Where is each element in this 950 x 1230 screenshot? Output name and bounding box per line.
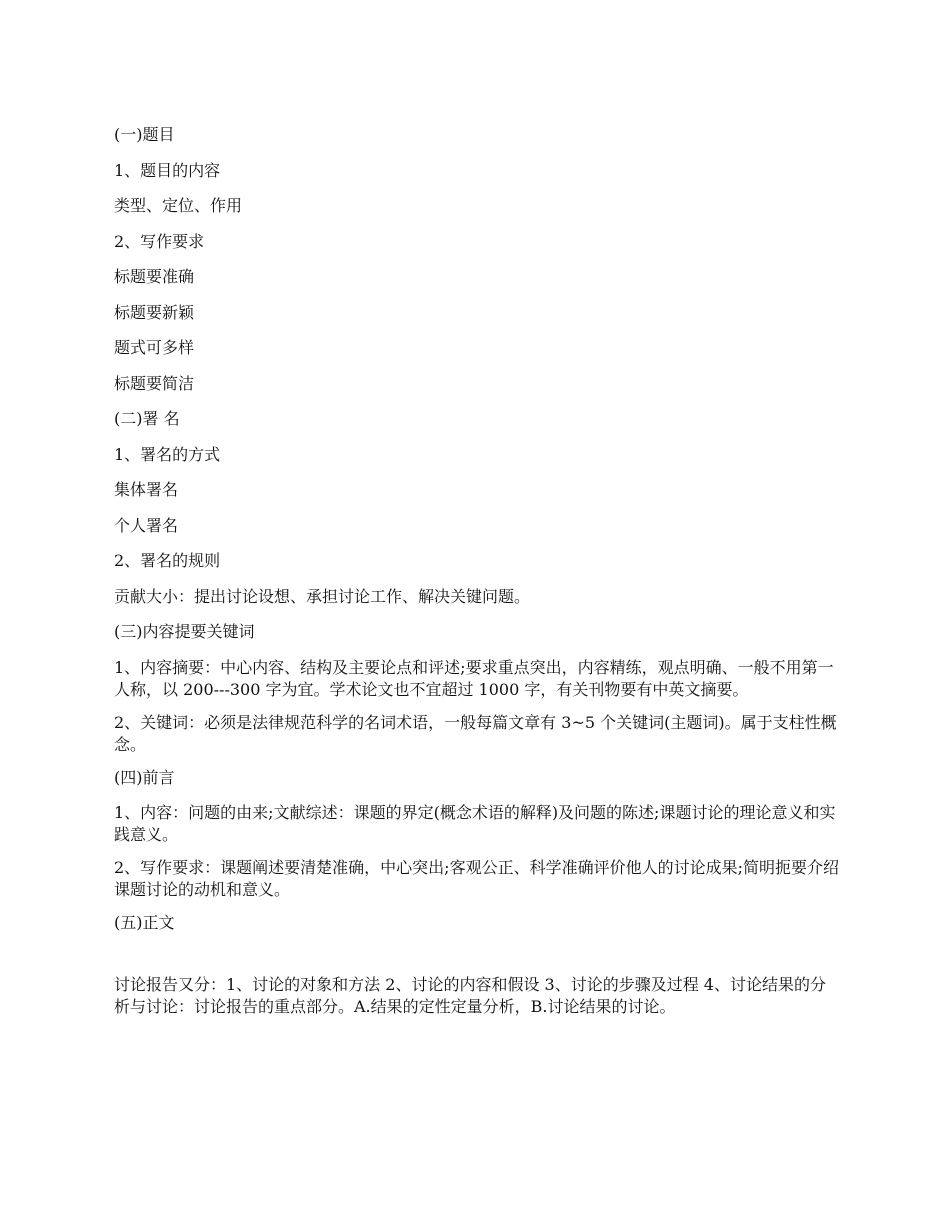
paragraph-title-types: 类型、定位、作用 (114, 196, 243, 215)
section-heading-main-text: (五)正文 (114, 913, 175, 932)
paragraph-title-novel: 标题要新颖 (114, 302, 195, 322)
paragraph-individual-signature: 个人署名 (114, 515, 179, 535)
subheading-signature-method: 1、署名的方式 (114, 444, 221, 464)
subheading-signature-rules: 2、署名的规则 (114, 551, 221, 570)
section-heading-abstract-keywords: (三)内容提要关键词 (114, 622, 255, 641)
paragraph-report-parts: 讨论报告又分：1、讨论的对象和方法 2、讨论的内容和假设 3、讨论的步骤及过程 4、讨论结果的分析与讨论：讨论报告的重点部分。A.结果的定性定量分析，B.讨论结果的讨论。 (114, 975, 826, 1016)
paragraph-title-diverse: 题式可多样 (114, 338, 195, 357)
paragraph-abstract: 1、内容摘要：中心内容、结构及主要论点和评述;要求重点突出，内容精练，观点明确、一般不用第一人称，以 200---300 字为宜。学术论文也不宜超过 1000 字，有关刊物要有中英文摘要。 (114, 657, 834, 699)
paragraph-collective-signature: 集体署名 (114, 480, 179, 499)
paragraph-title-accurate: 标题要准确 (114, 267, 195, 286)
paragraph-contribution: 贡献大小：提出讨论设想、承担讨论工作、解决关键问题。 (114, 586, 531, 606)
subheading-title-content: 1、题目的内容 (114, 160, 221, 180)
section-heading-signature: (二)署 名 (114, 409, 180, 428)
paragraph-keywords: 2、关键词：必须是法律规范科学的名词术语，一般每篇文章有 3~5 个关键词(主题词)。属于支柱性概念。 (114, 712, 837, 754)
subheading-writing-requirements: 2、写作要求 (114, 231, 205, 251)
document-body (114, 124, 840, 1029)
section-heading-preface: (四)前言 (114, 767, 175, 787)
paragraph-preface-content: 1、内容：问题的由来;文献综述：课题的界定(概念术语的解释)及问题的陈述;课题讨论的理论意义和实践意义。 (114, 803, 836, 844)
section-heading-title: (一)题目 (114, 125, 175, 144)
paragraph-preface-requirements: 2、写作要求：课题阐述要清楚准确，中心突出;客观公正、科学准确评价他人的讨论成果;简明扼要介绍课题讨论的动机和意义。 (114, 858, 839, 899)
paragraph-title-concise: 标题要简洁 (114, 373, 195, 393)
